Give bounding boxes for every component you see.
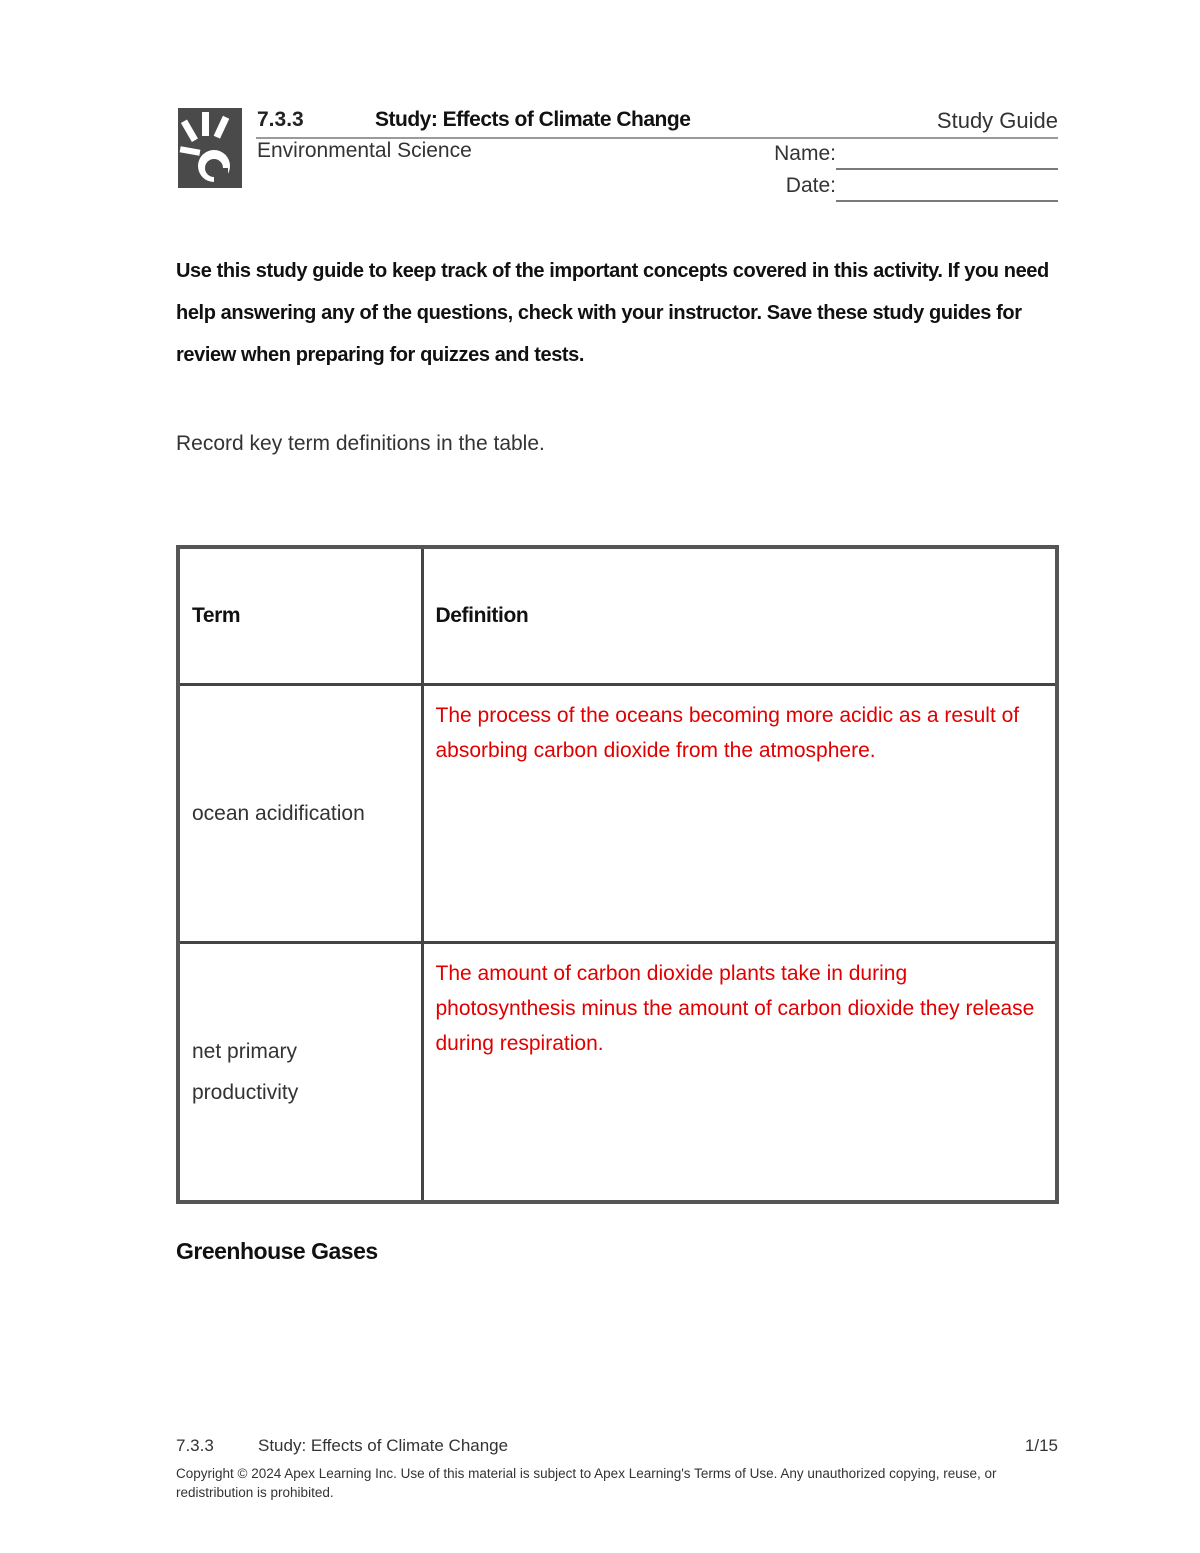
- apex-logo-icon: [178, 108, 242, 188]
- term-text: net primary productivity: [192, 1039, 299, 1104]
- document-type: Study Guide: [936, 108, 1058, 133]
- term-cell: [178, 942, 422, 1202]
- definition-text: The amount of carbon dioxide plants take in during photosynthesis minus the amount of carbon dioxide they release during respiration.: [435, 961, 1035, 1055]
- definition-header: Definition: [435, 603, 529, 627]
- term-text: ocean acidification: [192, 801, 365, 825]
- table-header-row: [178, 547, 1057, 684]
- page-number: 1/15: [1024, 1436, 1058, 1455]
- date-label: Date:: [785, 174, 836, 197]
- section-heading: Greenhouse Gases: [176, 1238, 378, 1264]
- definition-text: The process of the oceans becoming more acidic as a result of absorbing carbon dioxide from the atmosphere.: [435, 703, 1020, 762]
- table-row: [178, 942, 1057, 1202]
- footer-lesson-title: Study: Effects of Climate Change: [258, 1436, 509, 1455]
- date-field[interactable]: [836, 200, 1058, 202]
- table-prompt: Record key term definitions in the table.: [176, 432, 545, 455]
- copyright-notice: Copyright © 2024 Apex Learning Inc. Use of this material is subject to Apex Learning's Terms of Use. Any unauthorized copying, reuse, or redistribution is prohibited.: [176, 1466, 997, 1500]
- table-row: [178, 684, 1057, 942]
- lesson-number: 7.3.3: [257, 108, 304, 131]
- term-header-cell: [178, 547, 422, 684]
- name-field[interactable]: [836, 168, 1058, 170]
- name-label: Name:: [774, 142, 836, 165]
- definition-cell[interactable]: [422, 684, 1057, 942]
- footer-lesson-number: 7.3.3: [176, 1436, 214, 1455]
- instructions-text: Use this study guide to keep track of the important concepts covered in this activity. If you need help answering any of the questions, check with your instructor. Save these study guides for review when preparing for quizzes and tests.: [176, 260, 1049, 366]
- subject-name: Environmental Science: [257, 139, 472, 162]
- lesson-title: Study: Effects of Climate Change: [375, 108, 691, 131]
- definition-header-cell: [422, 547, 1057, 684]
- key-terms-table: [176, 545, 1059, 1204]
- term-cell: [178, 684, 422, 942]
- term-header: Term: [192, 603, 241, 627]
- definition-cell[interactable]: [422, 942, 1057, 1202]
